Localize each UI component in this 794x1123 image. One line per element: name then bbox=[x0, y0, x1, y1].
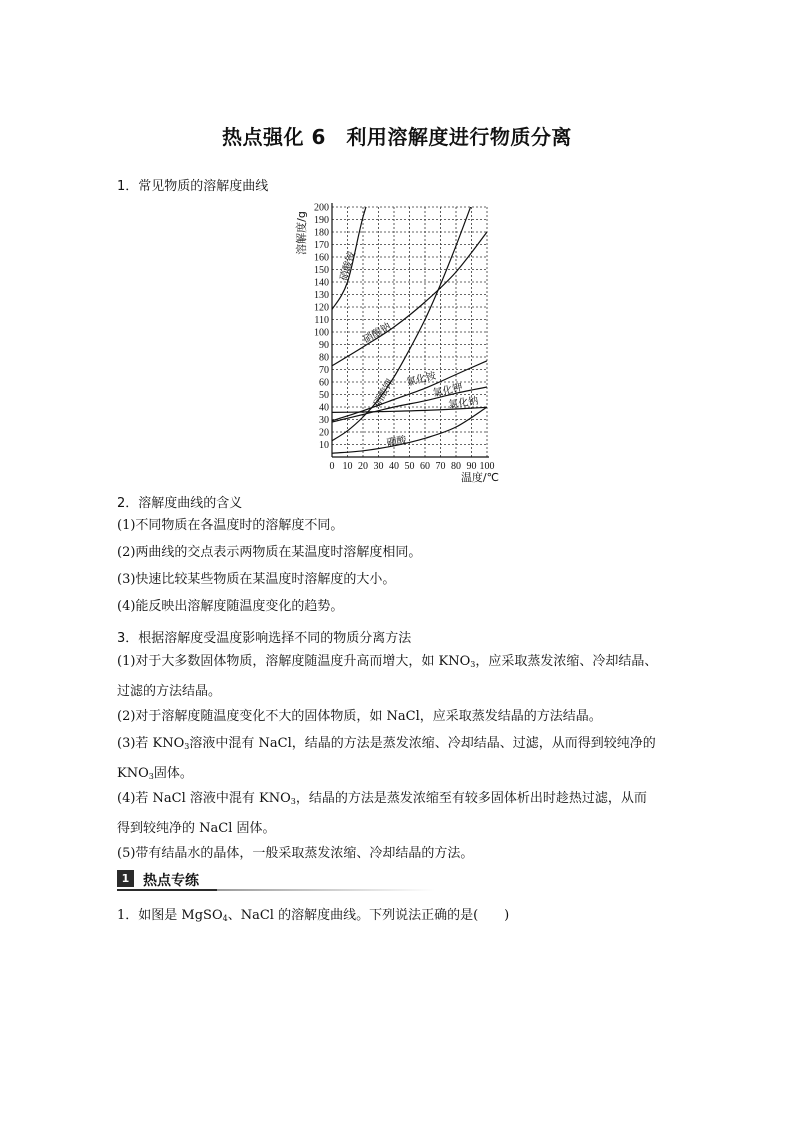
x-axis-label: 温度/℃ bbox=[460, 471, 499, 484]
x-tick-label: 60 bbox=[420, 461, 430, 472]
section3-para-5: (5)带有结晶水的晶体，一般采取蒸发浓缩、冷却结晶的方法。 bbox=[117, 846, 474, 861]
x-tick-label: 10 bbox=[342, 461, 353, 472]
section3-heading: 3．根据溶解度受温度影响选择不同的物质分离方法 bbox=[117, 631, 412, 646]
series-label: 氯化铵 bbox=[405, 370, 438, 389]
section-label: 热点专练 bbox=[143, 873, 199, 889]
series-label: 硝酸钾 bbox=[371, 377, 397, 409]
section2-item: (3)快速比较某些物质在某温度时溶解度的大小。 bbox=[117, 572, 396, 587]
y-tick-label: 170 bbox=[314, 240, 329, 251]
section3-para-1: (1)对于大多数固体物质，溶解度随温度升高而增大，如 $KNO_3$，应采取蒸发浓缩、冷却结晶、 过滤的方法结晶。 bbox=[117, 654, 658, 699]
x-tick-label: 40 bbox=[389, 461, 399, 472]
page-title: 热点强化 6 利用溶解度进行物质分离 bbox=[222, 125, 572, 149]
series-label: 氯化钾 bbox=[431, 382, 464, 400]
section2-item: (4)能反映出溶解度随温度变化的趋势。 bbox=[117, 599, 344, 614]
section-rule bbox=[117, 889, 217, 891]
x-tick-label: 90 bbox=[466, 461, 477, 472]
y-tick-label: 180 bbox=[314, 227, 329, 239]
section3-para-2: (2)对于溶解度随温度变化不大的固体物质，如 NaCl，应采取蒸发结晶的方法结晶。 bbox=[117, 709, 602, 724]
x-tick-label: 70 bbox=[435, 461, 446, 472]
y-tick-label: 80 bbox=[319, 352, 329, 364]
question-1: 1．如图是 MgSO$_4$、NaCl 的溶解度曲线。下列说法正确的是( ) bbox=[117, 908, 510, 923]
x-tick-label: 80 bbox=[451, 461, 461, 472]
y-tick-label: 40 bbox=[319, 402, 329, 414]
y-tick-label: 190 bbox=[314, 215, 329, 226]
y-tick-label: 120 bbox=[314, 302, 329, 314]
series-label: 硝酸钠 bbox=[361, 321, 393, 346]
section2-item: (1)不同物质在各温度时的溶解度不同。 bbox=[117, 518, 344, 533]
y-tick-label: 110 bbox=[314, 315, 329, 326]
series-label: 硝酸铵 bbox=[338, 250, 359, 283]
y-tick-label: 20 bbox=[319, 427, 329, 439]
practice-section-bar bbox=[117, 868, 435, 890]
section-rule-fade bbox=[217, 889, 435, 891]
y-tick-label: 150 bbox=[314, 265, 329, 276]
y-tick-label: 100 bbox=[314, 327, 329, 339]
x-tick-label: 30 bbox=[373, 461, 384, 472]
chart-grid bbox=[332, 207, 487, 457]
y-tick-label: 140 bbox=[314, 277, 329, 289]
solubility-chart bbox=[290, 195, 510, 485]
section3-para-4: (4)若 NaCl 溶液中混有 $KNO_3$，结晶的方法是蒸发浓缩至有较多固体析出时趁热过滤，从而 得到较纯净的 NaCl 固体。 bbox=[117, 791, 647, 836]
y-tick-label: 60 bbox=[319, 377, 329, 389]
y-tick-label: 30 bbox=[319, 415, 329, 426]
y-tick-label: 200 bbox=[314, 202, 329, 214]
y-tick-label: 50 bbox=[319, 390, 329, 401]
y-axis-label: 溶解度/g bbox=[295, 211, 308, 255]
y-tick-label: 90 bbox=[319, 340, 329, 351]
section1-heading: 1．常见物质的溶解度曲线 bbox=[117, 179, 269, 194]
series-label: 硼酸 bbox=[385, 434, 408, 450]
x-tick-label: 0 bbox=[329, 461, 335, 472]
y-tick-label: 70 bbox=[319, 365, 329, 376]
y-tick-label: 10 bbox=[319, 440, 329, 451]
series-label: 氯化钠 bbox=[447, 395, 480, 411]
x-tick-label: 50 bbox=[404, 461, 415, 472]
section2-heading: 2．溶解度曲线的含义 bbox=[117, 496, 243, 511]
section-number-icon: 1 bbox=[117, 870, 134, 887]
curve-硝酸铵 bbox=[332, 195, 379, 310]
x-tick-label: 20 bbox=[358, 461, 368, 472]
x-tick-label: 100 bbox=[479, 461, 495, 472]
y-tick-label: 160 bbox=[314, 252, 329, 264]
chart-axes bbox=[332, 203, 489, 457]
section2-item: (2)两曲线的交点表示两物质在某温度时溶解度相同。 bbox=[117, 545, 422, 560]
section3-para-3: (3)若 $KNO_3$溶液中混有 NaCl，结晶的方法是蒸发浓缩、冷却结晶、过滤，从而得到较纯净的 $KNO_3$固体。 bbox=[117, 736, 656, 781]
y-tick-label: 130 bbox=[314, 290, 329, 301]
